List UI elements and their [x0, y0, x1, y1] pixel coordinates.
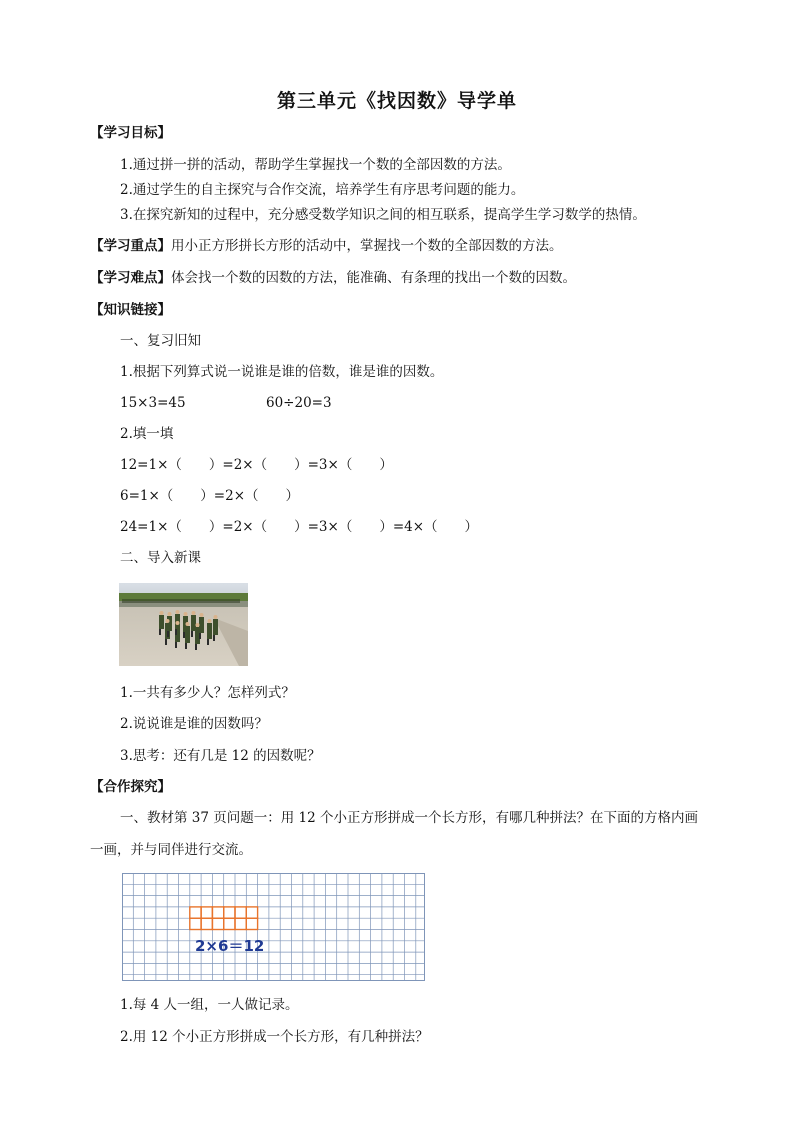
grid-equation-label: 2×6＝12 — [195, 937, 265, 955]
highlight-square — [224, 907, 235, 918]
equation-a: 15×3=45 — [120, 395, 186, 411]
highlight-square — [201, 907, 212, 918]
review-question-2: 2.填一填 — [120, 426, 174, 442]
page-title: 第三单元《找因数》导学单 — [276, 90, 517, 112]
highlight-square — [246, 918, 257, 929]
review-question-1: 1.根据下列算式说一说谁是谁的倍数，谁是谁的因数。 — [120, 364, 444, 380]
key-point-heading: 【学习重点】 — [90, 238, 171, 254]
review-title: 一、复习旧知 — [120, 333, 201, 349]
explore-step-1: 1.每 4 人一组，一人做记录。 — [120, 997, 299, 1013]
grid-paper[interactable] — [122, 873, 425, 981]
highlight-square — [212, 907, 223, 918]
equation-b: 60÷20=3 — [266, 395, 332, 411]
explore-step-2: 2.用 12 个小正方形拼成一个长方形，有几种拼法？ — [120, 1029, 429, 1045]
intro-question-2: 2.说说谁是谁的因数吗？ — [120, 716, 268, 732]
grid-border — [123, 874, 425, 981]
knowledge-heading: 【知识链接】 — [90, 302, 171, 318]
highlight-square — [224, 918, 235, 929]
fill-line-1: 12=1×（ ）=2×（ ）=3×（ ） — [120, 457, 393, 473]
highlight-square — [235, 918, 246, 929]
explore-paragraph: 一、教材第 37 页问题一：用 12 个小正方形拼成一个长方形，有哪几种拼法？在下面的方格内画一画，并与同伴进行交流。 — [90, 810, 699, 858]
goal-item-2: 2.通过学生的自主探究与合作交流，培养学生有序思考问题的能力。 — [120, 182, 525, 198]
key-point-text: 用小正方形拼长方形的活动中，掌握找一个数的全部因数的方法。 — [171, 238, 563, 254]
marching-soldiers-photo — [119, 583, 248, 666]
highlight-square — [190, 907, 201, 918]
highlight-square — [201, 918, 212, 929]
difficulty — [90, 268, 576, 288]
goal-item-1: 1.通过拼一拼的活动，帮助学生掌握找一个数的全部因数的方法。 — [120, 157, 511, 173]
grid-svg — [122, 873, 425, 981]
key-point — [90, 236, 563, 256]
intro-question-1: 1.一共有多少人？怎样列式？ — [120, 685, 295, 701]
highlight-square — [235, 907, 246, 918]
intro-title: 二、导入新课 — [120, 550, 201, 566]
fill-line-2: 6=1×（ ）=2×（ ） — [120, 488, 300, 504]
difficulty-text: 体会找一个数的因数的方法，能准确、有条理的找出一个数的因数。 — [171, 270, 576, 286]
highlight-square — [190, 918, 201, 929]
intro-question-3: 3.思考：还有几是 12 的因数呢？ — [120, 748, 321, 764]
highlight-square — [246, 907, 257, 918]
explore-heading: 【合作探究】 — [90, 779, 171, 795]
highlight-square — [212, 918, 223, 929]
goal-item-3: 3.在探究新知的过程中，充分感受数学知识之间的相互联系，提高学生学习数学的热情。 — [120, 207, 646, 223]
difficulty-heading: 【学习难点】 — [90, 270, 171, 286]
goals-heading: 【学习目标】 — [90, 125, 171, 141]
fill-line-3: 24=1×（ ）=2×（ ）=3×（ ）=4×（ ） — [120, 519, 479, 535]
